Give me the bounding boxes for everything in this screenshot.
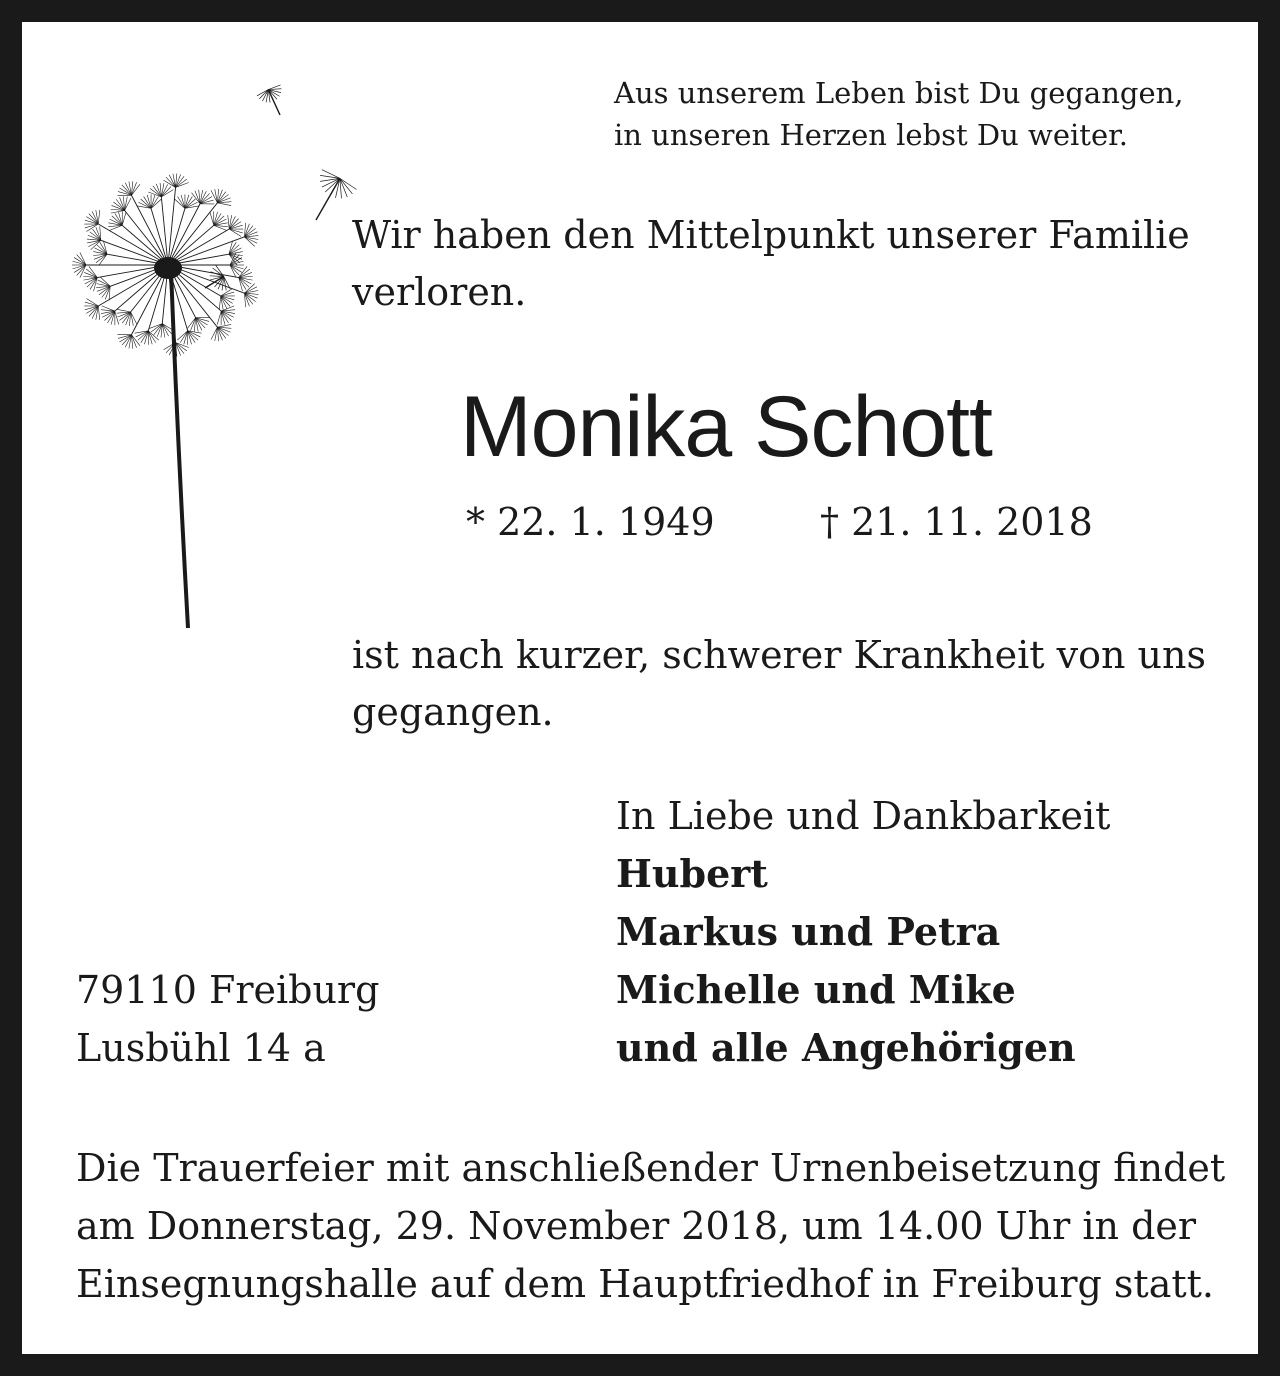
passing-line-2: gegangen. [352,690,554,734]
passing-line-1: ist nach kurzer, schwerer Krankheit von uns [352,633,1206,677]
quote-block [614,72,1184,156]
passing-message [352,627,1206,741]
signoff-block [616,787,1110,1077]
funeral-notice [76,1139,1225,1313]
quote-line-1: Aus unserem Leben bist Du gegangen, [614,76,1184,110]
death-date: † 21. 11. 2018 [820,500,1093,544]
family-address [76,961,379,1077]
quote-line-2: in unseren Herzen lebst Du weiter. [614,118,1129,152]
dandelion-icon [70,70,380,635]
address-city: 79110 Freiburg [76,968,380,1012]
deceased-name: Monika Schott [460,379,992,475]
address-street: Lusbühl 14 a [76,1026,326,1070]
signoff-greeting: In Liebe und Dankbarkeit [616,794,1111,838]
funeral-line-1: Die Trauerfeier mit anschließender Urnenbeisetzung findet [76,1146,1226,1190]
funeral-line-3: Einsegnungshalle auf dem Hauptfriedhof in Freiburg statt. [76,1262,1214,1306]
birth-date: * 22. 1. 1949 [466,500,715,544]
mourner-name: Markus und Petra [616,909,1001,954]
mourner-name: Hubert [616,851,768,896]
mourner-name: Michelle und Mike [616,967,1016,1012]
intro-text [352,207,1190,321]
intro-line-2: verloren. [352,270,527,314]
mourner-name: und alle Angehörigen [616,1025,1076,1070]
funeral-line-2: am Donnerstag, 29. November 2018, um 14.00 Uhr in der [76,1204,1197,1248]
intro-line-1: Wir haben den Mittelpunkt unserer Familie [352,213,1190,257]
